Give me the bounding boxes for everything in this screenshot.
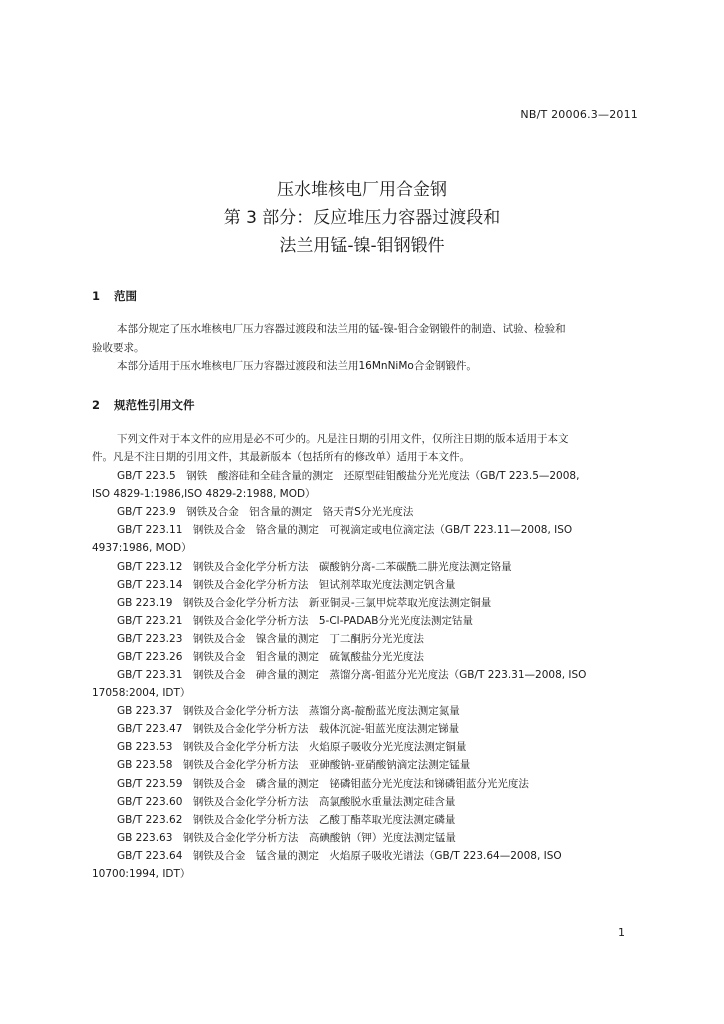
- reference-line: GB/T 223.26 钢铁及合金 钼含量的测定 硫氰酸盐分光光度法: [117, 651, 424, 663]
- reference-line: GB/T 223.62 钢铁及合金化学分析方法 乙酸丁酯萃取光度法测定磷量: [117, 814, 456, 826]
- reference-line: GB/T 223.23 钢铁及合金 镍含量的测定 丁二酮肟分光光度法: [117, 633, 424, 645]
- reference-line: GB 223.53 钢铁及合金化学分析方法 火焰原子吸收分光光度法测定铜量: [117, 741, 467, 753]
- section-2-heading: [92, 397, 195, 413]
- reference-line: GB 223.37 钢铁及合金化学分析方法 蒸馏分离-靛酚蓝光度法测定氮量: [117, 705, 460, 717]
- title-line-3: 法兰用锰-镍-钼钢锻件: [279, 236, 445, 256]
- section-number: 2: [92, 398, 101, 412]
- reference-line: GB/T 223.60 钢铁及合金化学分析方法 高氯酸脱水重量法测定硅含量: [117, 796, 456, 808]
- reference-line: ISO 4829-1:1986,ISO 4829-2:1988, MOD）: [92, 488, 316, 500]
- section-1-heading: [92, 288, 137, 304]
- section-title: 范围: [114, 289, 137, 303]
- section-title: 规范性引用文件: [114, 398, 195, 412]
- section-number: 1: [92, 289, 101, 303]
- reference-line: GB 223.19 钢铁及合金化学分析方法 新亚铜灵-三氯甲烷萃取光度法测定铜量: [117, 597, 492, 609]
- document-code: NB/T 20006.3—2011: [520, 108, 638, 121]
- paragraph-line: 本部分适用于压水堆核电厂压力容器过渡段和法兰用16MnNiMo合金钢锻件。: [117, 360, 477, 372]
- reference-line: GB/T 223.9 钢铁及合金 铝含量的测定 铬天青S分光光度法: [117, 506, 414, 518]
- paragraph-line: 下列文件对于本文件的应用是必不可少的。凡是注日期的引用文件，仅所注日期的版本适用于本文: [117, 433, 569, 445]
- paragraph-line: 验收要求。: [92, 342, 145, 354]
- reference-line: GB/T 223.21 钢铁及合金化学分析方法 5-Cl-PADAB分光光度法测定钴量: [117, 615, 474, 627]
- reference-line: GB/T 223.11 钢铁及合金 铬含量的测定 可视滴定或电位滴定法（GB/T 223.11—2008, ISO: [117, 524, 573, 536]
- reference-line: GB/T 223.47 钢铁及合金化学分析方法 载体沉淀-钼蓝光度法测定锑量: [117, 723, 460, 735]
- reference-line: 17058:2004, IDT）: [92, 687, 191, 699]
- reference-line: GB 223.58 钢铁及合金化学分析方法 亚砷酸钠-亚硝酸钠滴定法测定锰量: [117, 759, 471, 771]
- paragraph-line: 本部分规定了压水堆核电厂压力容器过渡段和法兰用的锰-镍-钼合金钢锻件的制造、试验、检验和: [117, 323, 566, 335]
- reference-line: GB/T 223.5 钢铁 酸溶硅和全硅含量的测定 还原型硅钼酸盐分光光度法（GB/T 223.5—2008,: [117, 470, 580, 482]
- page-number: 1: [618, 926, 625, 939]
- reference-line: GB 223.63 钢铁及合金化学分析方法 高碘酸钠（钾）光度法测定锰量: [117, 832, 456, 844]
- reference-line: GB/T 223.59 钢铁及合金 磷含量的测定 铋磷钼蓝分光光度法和锑磷钼蓝分光光度法: [117, 778, 529, 790]
- paragraph-line: 件。凡是不注日期的引用文件，其最新版本（包括所有的修改单）适用于本文件。: [92, 451, 470, 463]
- reference-line: 10700:1994, IDT）: [92, 868, 191, 880]
- title-line-1: 压水堆核电厂用合金钢: [277, 180, 447, 200]
- reference-line: GB/T 223.14 钢铁及合金化学分析方法 钽试剂萃取光度法测定钒含量: [117, 579, 456, 591]
- reference-line: GB/T 223.12 钢铁及合金化学分析方法 碳酸钠分离-二苯碳酰二肼光度法测定铬量: [117, 561, 512, 573]
- title-line-2: 第 3 部分：反应堆压力容器过渡段和: [223, 208, 501, 228]
- reference-line: GB/T 223.64 钢铁及合金 锰含量的测定 火焰原子吸收光谱法（GB/T 223.64—2008, ISO: [117, 850, 562, 862]
- reference-line: GB/T 223.31 钢铁及合金 砷含量的测定 蒸馏分离-钼蓝分光光度法（GB/T 223.31—2008, ISO: [117, 669, 587, 681]
- reference-line: 4937:1986, MOD）: [92, 542, 192, 554]
